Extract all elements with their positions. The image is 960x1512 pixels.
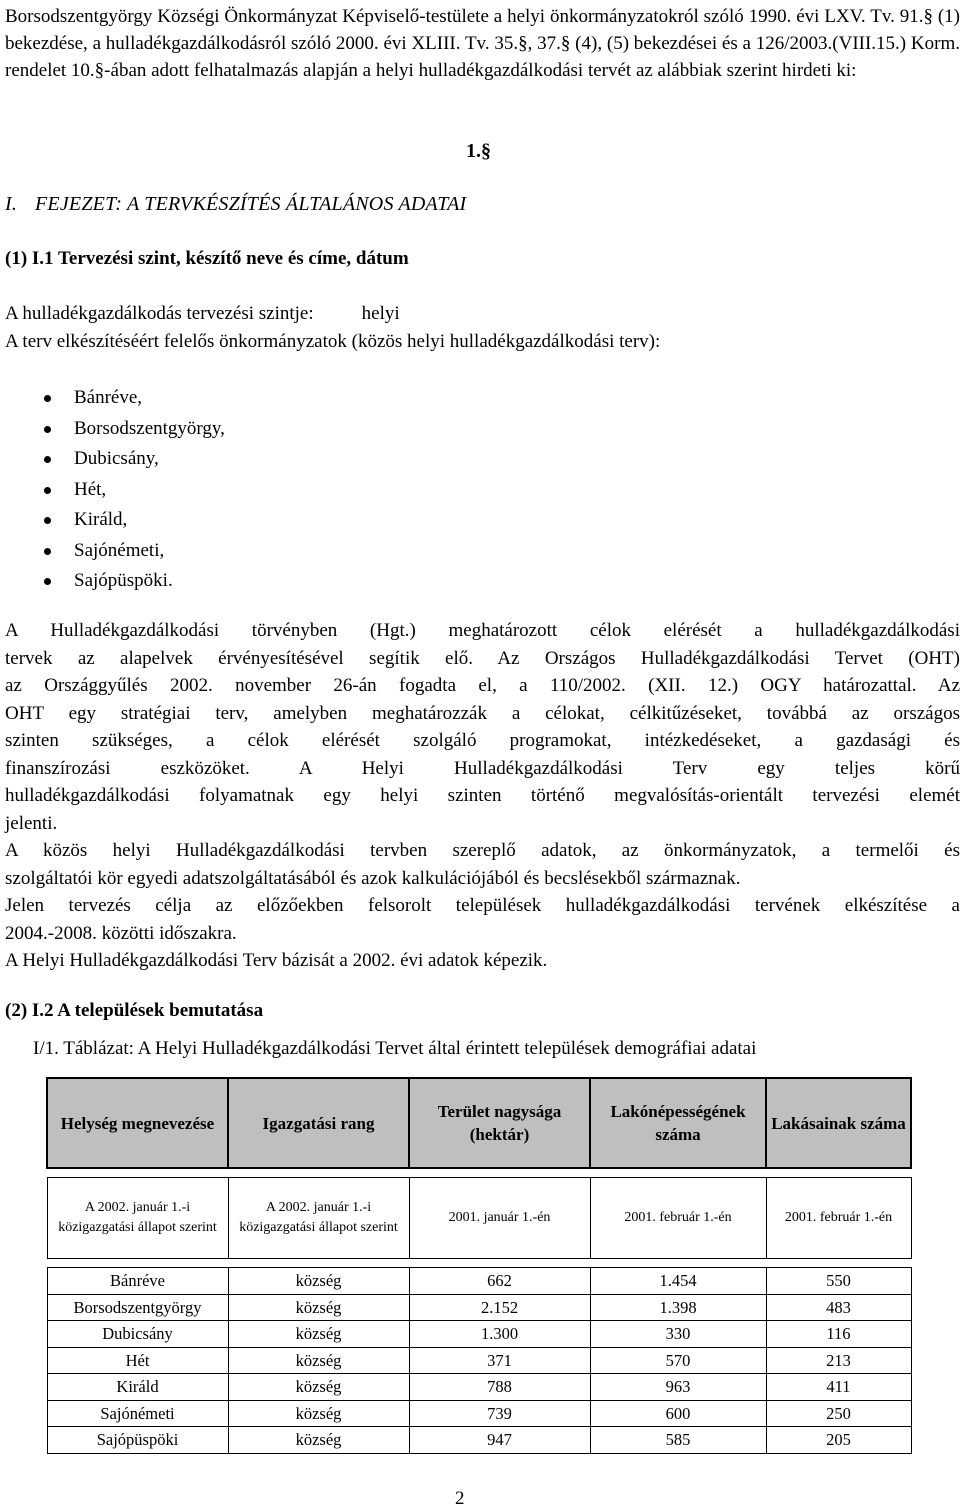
town-name: Hét, [74,478,107,500]
body-line: hulladékgazdálkodási folyamatnak egy helyi szinten történő megvalósítás-orientált tervezési elemét [5,785,960,806]
bullet-icon [44,426,51,433]
heading-planning-level: (1) I.1 Tervezési szint, készítő neve és címe, dátum [5,248,409,269]
table-cell: község [228,1374,409,1401]
body-line: A Hulladékgazdálkodási törvényben (Hgt.) meghatározott célok elérését a hulladékgazdálkodási [5,620,960,641]
town-name: Sajópüspöki. [74,570,173,591]
body-line: A közös helyi Hulladékgazdálkodási tervben szereplő adatok, az önkormányzatok, a termelői és [5,840,960,861]
bullet-icon [44,578,51,585]
chapter-number: I. [5,193,18,215]
table-cell: Királd [47,1374,228,1401]
section-number: 1.§ [466,140,491,162]
body-line: jelenti. [5,812,58,834]
column-header: Terület nagysága (hektár) [409,1078,590,1168]
list-item [0,444,225,475]
chapter-title: FEJEZET: A TERVKÉSZÍTÉS ÁLTALÁNOS ADATAI [35,193,467,215]
body-line: szinten szükséges, a célok elérését szolgáló programokat, intézkedéseket, a gazdasági és [5,730,960,751]
table-cell: Bánréve [47,1268,228,1295]
column-subheader: 2001. február 1.-én [766,1178,911,1259]
table-cell: község [228,1347,409,1374]
body-line: tervek az alapelvek érvényesítésével segítik elő. Az Országos Hulladékgazdálkodási Tervet (OHT) [5,647,960,669]
table-cell: 788 [409,1374,590,1401]
responsible-label: A terv elkészítéséért felelős önkormányzatok (közös helyi hulladékgazdálkodási terv): [5,331,661,352]
intro-paragraph: Borsodszentgyörgy Községi Önkormányzat Képviselő-testülete a helyi önkormányzatokról szóló 1990. évi LXV. Tv. 91.§ (1) bekezdése, a hulladékgazdálkodásról szóló 2000. évi XLIII. Tv. 35.§, 37.§ (4), (5) bekezdései és a 126/2003.(VIII.15.) Korm. rendelet 10.§-ában adott felhatalmazás alapján a helyi hulladékgazdálkodási tervét az alábbiak szerint hirdeti ki: [5,6,960,81]
column-subheader: 2001. február 1.-én [590,1178,766,1259]
table-cell: község [228,1321,409,1348]
planning-level-label: A hulladékgazdálkodás tervezési szintje: [5,303,314,324]
column-header: Lakónépességének száma [590,1078,766,1168]
body-line: az Országgyűlés 2002. november 26-án fogadta el, a 110/2002. (XII. 12.) OGY határozattal. Az [5,675,960,696]
column-subheader: 2001. január 1.-én [409,1178,590,1259]
town-name: Királd, [74,509,128,530]
table-cell: Dubicsány [47,1321,228,1348]
table-cell: 662 [409,1268,590,1295]
town-name: Dubicsány, [74,448,159,469]
bullet-icon [44,395,51,402]
list-item [0,536,225,567]
table-cell: község [228,1294,409,1321]
table-cell: 1.300 [409,1321,590,1348]
table-row [47,1347,911,1374]
table-cell: 1.398 [590,1294,766,1321]
table-cell: 585 [590,1427,766,1454]
table-caption: I/1. Táblázat: A Helyi Hulladékgazdálkodási Tervet által érintett települések demográfiai adatai [33,1038,757,1059]
list-item [0,475,225,506]
table-cell: 250 [766,1400,911,1427]
table-cell: Hét [47,1347,228,1374]
heading-settlements: (2) I.2 A települések bemutatása [5,1000,264,1021]
table-cell: 947 [409,1427,590,1454]
table-cell: 600 [590,1400,766,1427]
table-cell: község [228,1400,409,1427]
list-item [0,505,225,536]
column-header: Lakásainak száma [766,1078,911,1168]
table-row [47,1294,911,1321]
table-cell: 963 [590,1374,766,1401]
bullet-icon [44,517,51,524]
body-text [5,617,960,975]
table-row [47,1374,911,1401]
town-list [0,383,225,597]
table-header-row [47,1078,911,1168]
column-subheader: A 2002. január 1.-i közigazgatási állapot szerint [47,1178,228,1259]
bullet-icon [44,548,51,555]
table-cell: Borsodszentgyörgy [47,1294,228,1321]
table-cell: 116 [766,1321,911,1348]
column-header: Helység megnevezése [47,1078,228,1168]
body-line: A Helyi Hulladékgazdálkodási Terv bázisát a 2002. évi adatok képezik. [5,950,548,971]
body-line: 2004.-2008. közötti időszakra. [5,922,237,944]
planning-level-value: helyi [361,303,400,324]
list-item [0,383,225,414]
table-cell: 2.152 [409,1294,590,1321]
table-cell: 213 [766,1347,911,1374]
table-cell: Sajópüspöki [47,1427,228,1454]
town-name: Sajónémeti, [74,539,165,561]
list-item [0,566,225,597]
planning-level-line [5,303,400,325]
town-name: Borsodszentgyörgy, [74,417,225,439]
table-cell: 739 [409,1400,590,1427]
page-number: 2 [455,1488,465,1509]
table-row [47,1427,911,1454]
table-subheader-row [47,1178,911,1259]
table-cell: 411 [766,1374,911,1401]
table-row [47,1321,911,1348]
table-spacer [47,1259,911,1268]
chapter-heading [5,193,466,216]
table-spacer [47,1168,911,1178]
body-line: OHT egy stratégiai terv, amelyben meghatározzák a célokat, célkitűzéseket, továbbá az országos [5,702,960,724]
table-cell: 330 [590,1321,766,1348]
body-line: szolgáltatói kör egyedi adatszolgáltatásából és azok kalkulációjából és becslésekből származnak. [5,867,741,889]
table-cell: község [228,1427,409,1454]
bullet-icon [44,487,51,494]
table-cell: Sajónémeti [47,1400,228,1427]
table-row [47,1400,911,1427]
table-cell: község [228,1268,409,1295]
table-row [47,1268,911,1295]
demographics-table [46,1077,912,1454]
table-cell: 550 [766,1268,911,1295]
list-item [0,414,225,445]
table-cell: 483 [766,1294,911,1321]
body-line: Jelen tervezés célja az előzőekben felsorolt települések hulladékgazdálkodási tervének elkészítése a [5,895,960,916]
table-cell: 570 [590,1347,766,1374]
table-cell: 371 [409,1347,590,1374]
town-name: Bánréve, [74,387,143,408]
table-cell: 1.454 [590,1268,766,1295]
table-cell: 205 [766,1427,911,1454]
column-subheader: A 2002. január 1.-i közigazgatási állapot szerint [228,1178,409,1259]
bullet-icon [44,456,51,463]
column-header: Igazgatási rang [228,1078,409,1168]
body-line: finanszírozási eszközöket. A Helyi Hulladékgazdálkodási Terv egy teljes körű [5,757,960,779]
